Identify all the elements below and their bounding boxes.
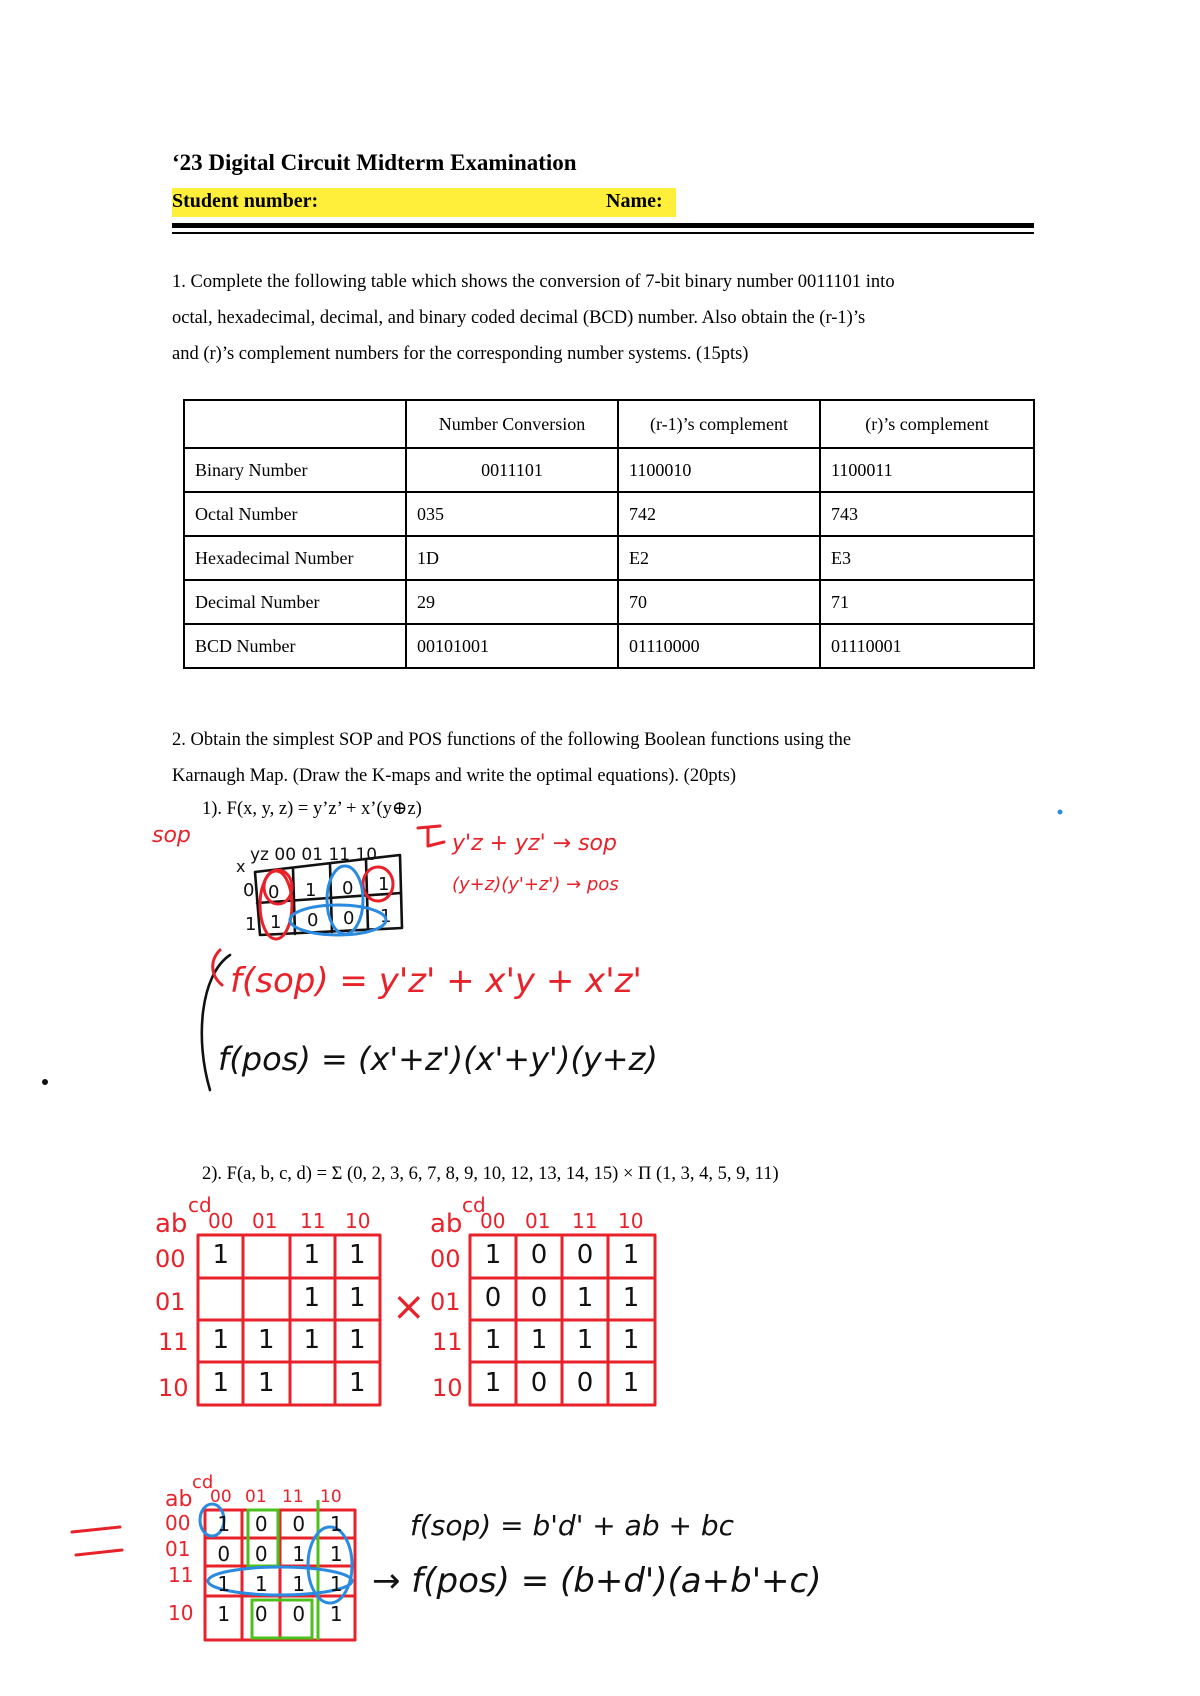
kmap-row-label: 11 (168, 1563, 194, 1587)
kmap-corner-cd: cd (188, 1193, 212, 1217)
kmap-cell: 1 (217, 1602, 231, 1626)
table-cell: 0011101 (406, 448, 618, 492)
kmap-row-label: 00 (155, 1245, 186, 1273)
table-cell: Decimal Number (184, 580, 406, 624)
table-header-cell: (r)’s complement (820, 400, 1034, 448)
table-cell: 742 (618, 492, 820, 536)
table-cell: Octal Number (184, 492, 406, 536)
kmap1-cell: 0 (342, 878, 354, 899)
kmap1-cell: 0 (268, 882, 280, 903)
table-cell: 743 (820, 492, 1034, 536)
kmap-col-label: 11 (282, 1487, 304, 1507)
stray-dot (42, 1079, 48, 1085)
kmap-cell: 1 (622, 1367, 640, 1398)
kmap1-cell: 1 (378, 874, 390, 895)
kmap-cell: 0 (576, 1240, 594, 1270)
kmap-cell: 0 (484, 1282, 502, 1313)
kmap1-row-label: 0 (243, 880, 255, 901)
table-header-cell: (r-1)’s complement (618, 400, 820, 448)
kmap1-cell: 0 (307, 910, 319, 931)
kmap-row-label: 01 (155, 1288, 186, 1316)
kmap-cell: 1 (292, 1542, 306, 1566)
kmap-cell: 1 (484, 1240, 502, 1270)
kmap1-cell: 1 (305, 880, 317, 901)
kmap-col-label: 01 (252, 1209, 278, 1233)
kmap-col-label: 11 (300, 1209, 326, 1233)
kmap-cell: 1 (257, 1325, 275, 1355)
kmap-row-label: 11 (158, 1328, 189, 1356)
kmap-row-label: 10 (158, 1374, 189, 1402)
kmap-row-label: 10 (168, 1601, 194, 1625)
kmap-cell: 0 (254, 1602, 268, 1626)
kmap-cell: 1 (217, 1572, 231, 1596)
table-cell: Binary Number (184, 448, 406, 492)
kmap1-cell: 1 (270, 912, 282, 933)
final-sop: f(sop) = b'd' + ab + bc (410, 1509, 735, 1542)
kmap-cell: 1 (212, 1240, 230, 1270)
kmap1-cell: 1 (380, 906, 392, 927)
table-cell: 00101001 (406, 624, 618, 668)
kmap-cell: 1 (329, 1512, 343, 1536)
kmap-cell: 1 (622, 1240, 640, 1270)
table-cell: 035 (406, 492, 618, 536)
kmap-cell: 1 (348, 1240, 366, 1270)
kmap-col-label: 10 (345, 1209, 371, 1233)
kmap-cell: 1 (348, 1282, 366, 1313)
kmap-row-label: 10 (432, 1374, 463, 1402)
table-header-cell: Number Conversion (406, 400, 618, 448)
kmap-cell: 1 (329, 1602, 343, 1626)
kmap-cell: 0 (292, 1512, 306, 1536)
kmap-col-label: 01 (525, 1209, 551, 1233)
table-cell: 29 (406, 580, 618, 624)
kmap-corner-ab: ab (155, 1209, 188, 1239)
kmap-col-label: 00 (210, 1487, 232, 1507)
kmap-cell: 0 (530, 1240, 548, 1270)
kmap-cell: 0 (254, 1512, 268, 1536)
q1-text-line1: 1. Complete the following table which shows the conversion of 7-bit binary number 0011101 into (172, 272, 895, 292)
table-cell: 1D (406, 536, 618, 580)
kmap1-cell: 0 (343, 908, 355, 929)
kmap-cell: 0 (576, 1367, 594, 1398)
kmap-cell: 0 (530, 1282, 548, 1313)
q2-part2: 2). F(a, b, c, d) = Σ (0, 2, 3, 6, 7, 8, 9, 10, 12, 13, 14, 15) × Π (1, 3, 4, 5, 9, 11) (202, 1164, 779, 1184)
stray-dot (1058, 810, 1063, 815)
kmap-cell: 1 (622, 1325, 640, 1355)
kmap-col-label: 11 (572, 1209, 598, 1233)
kmap-cell: 1 (212, 1367, 230, 1398)
kmap-cell: 1 (303, 1240, 321, 1270)
kmap-cell: 1 (303, 1325, 321, 1355)
kmap-cell: 0 (530, 1367, 548, 1398)
kmap-cell: 1 (217, 1512, 231, 1536)
exam-title: ‘23 Digital Circuit Midterm Examination (172, 150, 577, 175)
kmap-col-label: 10 (320, 1487, 342, 1507)
q2-text-line1: 2. Obtain the simplest SOP and POS functions of the following Boolean functions using the (172, 730, 852, 750)
kmap-cell: 1 (348, 1325, 366, 1355)
kmap-cell: 0 (217, 1542, 231, 1566)
q1-text-line2: octal, hexadecimal, decimal, and binary coded decimal (BCD) number. Also obtain the (r-1)’s (172, 308, 866, 328)
q1-text-line3: and (r)’s complement numbers for the corresponding number systems. (15pts) (172, 344, 749, 364)
kmap-cell: 1 (484, 1367, 502, 1398)
q2-part1: 1). F(x, y, z) = y’z’ + x’(y⊕z) (202, 799, 422, 819)
student-number-label: Student number: (172, 190, 319, 212)
kmap-col-label: 00 (480, 1209, 506, 1233)
name-label: Name: (606, 190, 663, 212)
table-cell: E3 (820, 536, 1034, 580)
kmap-cell: 1 (303, 1282, 321, 1313)
kmap-cell: 1 (530, 1325, 548, 1355)
kmap-row-label: 11 (432, 1328, 463, 1356)
kmap-col-label: 00 (208, 1209, 234, 1233)
kmap-cell: 1 (348, 1367, 366, 1398)
kmap-corner-cd: cd (192, 1472, 214, 1493)
table-cell: 1100011 (820, 448, 1034, 492)
times-sign: × (392, 1284, 426, 1330)
kmap-corner-cd: cd (462, 1193, 486, 1217)
kmap-cell: 1 (484, 1325, 502, 1355)
kmap-row-label: 00 (430, 1245, 461, 1273)
kmap-cell: 1 (254, 1572, 268, 1596)
kmap-row-label: 01 (165, 1537, 191, 1561)
table-cell: 71 (820, 580, 1034, 624)
kmap-corner-ab: ab (165, 1487, 193, 1512)
kmap-cell: 0 (292, 1602, 306, 1626)
table-cell: 1100010 (618, 448, 820, 492)
double-dash (72, 1527, 122, 1555)
kmap-cell: 1 (576, 1282, 594, 1313)
kmap-cell: 1 (329, 1572, 343, 1596)
kmap-cell: 1 (212, 1325, 230, 1355)
kmap1-row-label: 1 (245, 914, 257, 935)
kmap-cell: 1 (292, 1572, 306, 1596)
f-sop-q1: f(sop) = y'z' + x'y + x'z' (230, 961, 642, 1001)
kmap-row-label: 00 (165, 1511, 191, 1535)
table-cell: 70 (618, 580, 820, 624)
table-cell: E2 (618, 536, 820, 580)
kmap-cell: 0 (254, 1542, 268, 1566)
table-cell: BCD Number (184, 624, 406, 668)
note1: y'z + yz' → sop (452, 831, 617, 856)
kmap1-header: yz 00 01 11 10 (250, 845, 378, 865)
final-pos: → f(pos) = (b+d')(a+b'+c) (372, 1561, 822, 1601)
kmap-row-label: 01 (430, 1288, 461, 1316)
kmap-cell: 1 (576, 1325, 594, 1355)
sop-tag: sop (152, 823, 191, 848)
kmap-col-label: 01 (245, 1487, 267, 1507)
kmap1-row-var: x (236, 857, 246, 876)
note2: (y+z)(y'+z') → pos (452, 874, 619, 895)
kmap-cell: 1 (622, 1282, 640, 1313)
table-cell: Hexadecimal Number (184, 536, 406, 580)
table-cell: 01110000 (618, 624, 820, 668)
table-cell: 01110001 (820, 624, 1034, 668)
kmap-cell: 1 (257, 1367, 275, 1398)
kmap1 (236, 845, 402, 939)
kmap-cell: 1 (329, 1542, 343, 1566)
note-arrow (418, 826, 444, 846)
f-pos-q1: f(pos) = (x'+z')(x'+y')(y+z) (218, 1040, 658, 1078)
kmap-corner-ab: ab (430, 1209, 463, 1239)
kmap-col-label: 10 (618, 1209, 644, 1233)
q2-text-line2: Karnaugh Map. (Draw the K-maps and write the optimal equations). (20pts) (172, 766, 737, 786)
